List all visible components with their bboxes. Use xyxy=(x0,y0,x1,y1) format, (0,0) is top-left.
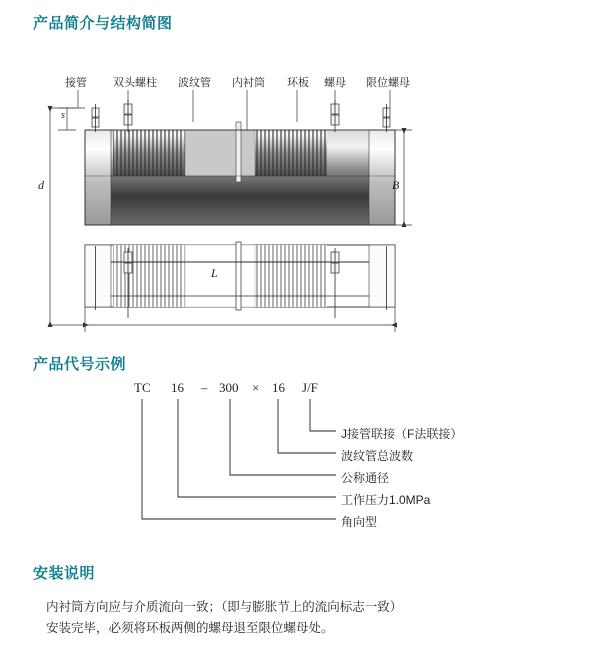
code-desc-3: 工作压力1.0MPa xyxy=(341,493,431,507)
code-token-2: – xyxy=(201,380,208,395)
code-desc-1: 波纹管总波数 xyxy=(341,449,414,463)
note-line-0: 内衬筒方向应与介质流向一致；（即与膨胀节上的流向标志一致） xyxy=(46,600,403,614)
callout-label-4: 环板 xyxy=(287,77,309,89)
callout-label-2: 波纹管 xyxy=(178,77,211,89)
callout-label-1: 双头螺柱 xyxy=(113,77,157,89)
code-desc-4: 角向型 xyxy=(341,515,378,529)
callout-label-3: 内衬筒 xyxy=(232,77,265,89)
code-leader-lines xyxy=(0,375,600,545)
structural-diagram-svg xyxy=(0,60,600,340)
callout-label-5: 螺母 xyxy=(324,77,346,89)
callout-label-0: 接管 xyxy=(65,77,87,89)
dimension-label-s: s xyxy=(61,110,65,121)
section-title-product-code: 产品代号示例 xyxy=(33,356,127,373)
section-title-product-intro: 产品简介与结构简图 xyxy=(33,15,173,32)
dimension-label-B: B xyxy=(392,178,400,192)
structural-diagram xyxy=(0,60,600,340)
code-desc-0: J接管联接（F法联接） xyxy=(341,427,463,441)
code-token-0: TC xyxy=(134,380,151,395)
callout-label-6: 限位螺母 xyxy=(366,77,410,89)
section-title-installation: 安装说明 xyxy=(33,565,96,582)
note-line-1: 安装完毕，必须将环板两侧的螺母退至限位螺母处。 xyxy=(46,621,334,635)
dimension-label-L: L xyxy=(211,266,218,280)
code-token-6: J/F xyxy=(302,380,318,395)
product-code-diagram xyxy=(0,375,600,545)
code-token-1: 16 xyxy=(171,380,184,395)
installation-notes xyxy=(46,597,566,639)
code-token-4: × xyxy=(252,380,260,395)
code-token-5: 16 xyxy=(272,380,285,395)
dimension-label-d: d xyxy=(38,178,44,192)
code-token-3: 300 xyxy=(219,380,239,395)
code-desc-2: 公称通径 xyxy=(341,471,390,485)
